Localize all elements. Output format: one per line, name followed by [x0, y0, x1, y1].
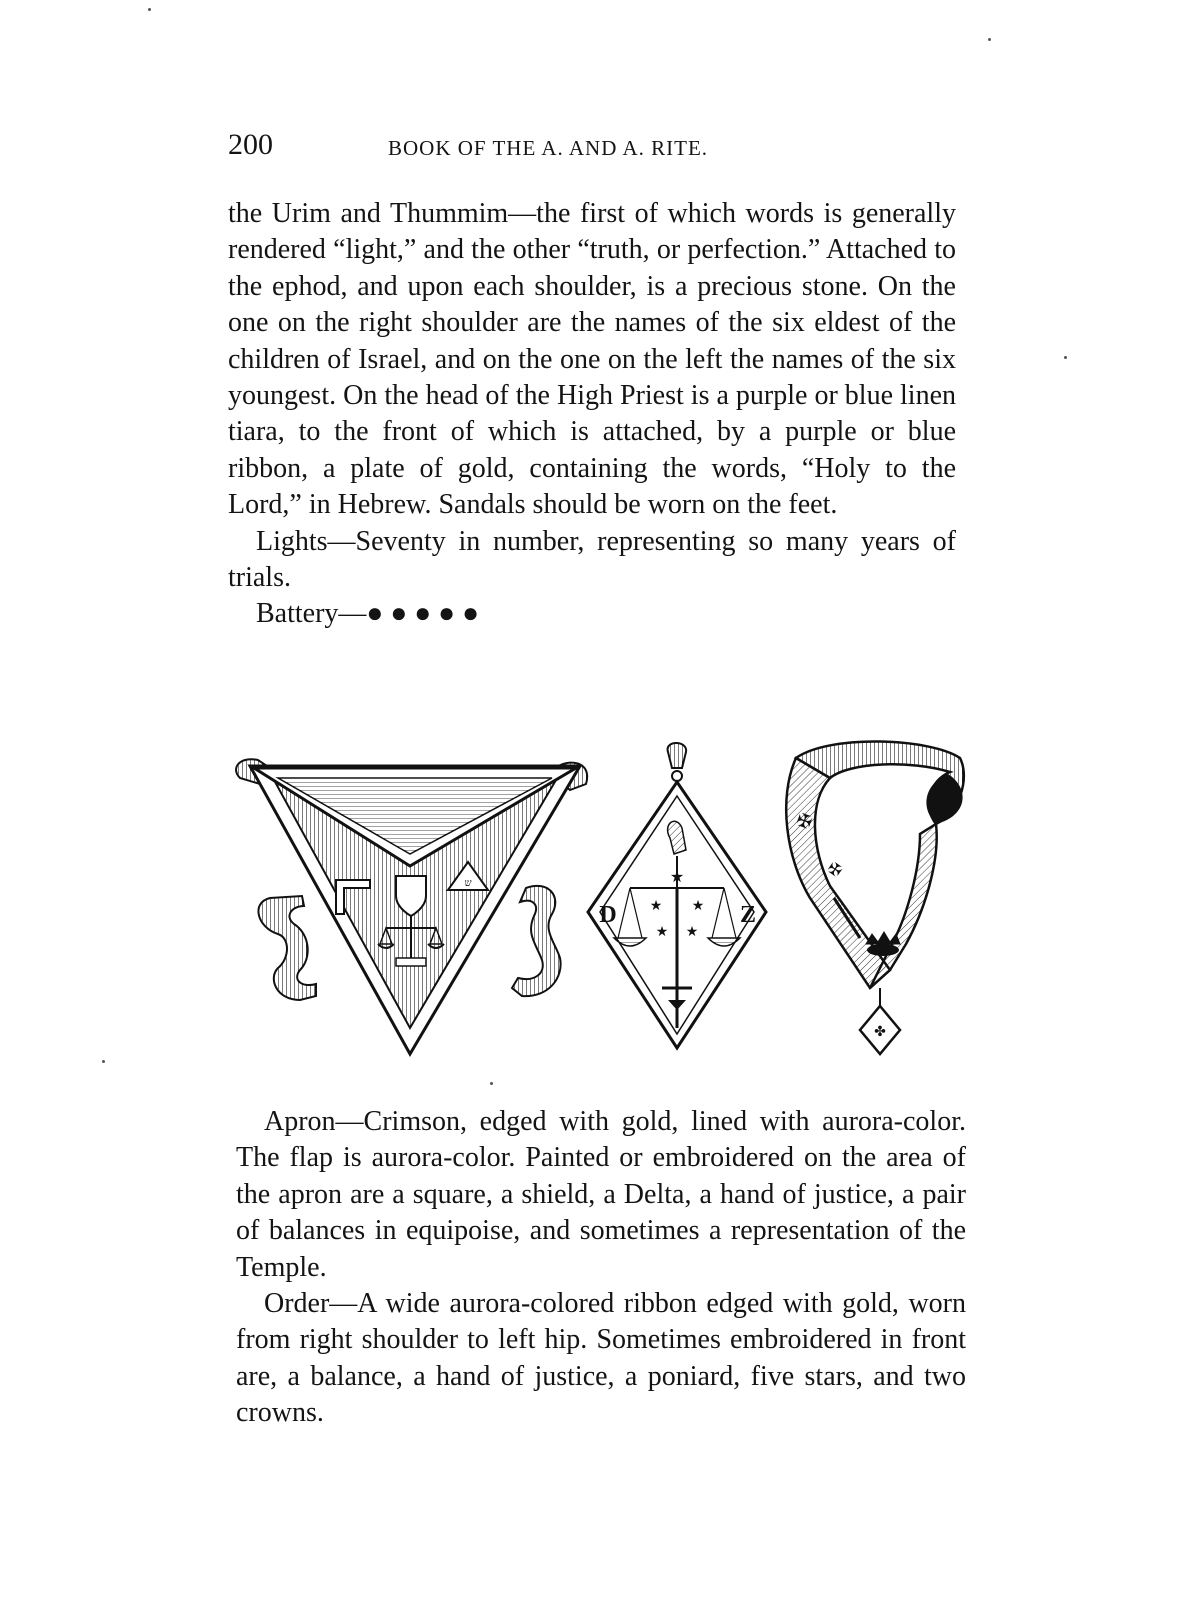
battery-dots: ● ● ● ● ● [366, 598, 479, 630]
svg-text:✠: ✠ [823, 858, 847, 881]
svg-text:★: ★ [685, 924, 699, 940]
paragraph-lights: Lights—Seventy in number, representing so many years of trials. [228, 525, 956, 594]
jewel-letter-left: D [599, 902, 617, 928]
svg-text:★: ★ [669, 867, 685, 886]
jewel-illustration [588, 743, 766, 1048]
page-number: 200 [228, 128, 273, 161]
regalia-illustration [230, 738, 970, 1078]
jewel-letter-right: Z [739, 902, 757, 928]
text-block-bottom [236, 1104, 966, 1432]
svg-text:ש: ש [464, 878, 472, 889]
paper-speck [988, 38, 991, 41]
running-head-title: BOOK OF THE A. AND A. RITE. [388, 136, 709, 160]
order-ribbon-illustration [786, 741, 964, 1054]
apron-illustration [236, 759, 587, 1054]
paragraph-apron: Apron—Crimson, edged with gold, lined with aurora-color. The flap is aurora-color. Painted or embroidered on the area of the apron are a square, a shield, a Delta, a hand of justice, a pair of balances in equipoise, and sometimes a representation of the Temple. [236, 1106, 966, 1283]
text-block-top [228, 196, 956, 633]
paper-speck [490, 1082, 493, 1085]
running-head [228, 128, 788, 172]
svg-text:★: ★ [691, 898, 705, 914]
paragraph-battery [228, 596, 956, 632]
paper-speck [102, 1060, 105, 1063]
paper-speck [148, 8, 151, 11]
svg-text:★: ★ [655, 924, 669, 940]
svg-text:✠: ✠ [792, 810, 818, 832]
battery-label: Battery— [256, 598, 367, 630]
svg-text:★: ★ [649, 898, 663, 914]
paragraph-urim-thummim: the Urim and Thummim—the first of which words is generally rendered “light,” and the other “truth, or perfection.” Attached to the ephod, and upon each shoulder, is a precious stone. On the one on the right shoulder are the names of the six eldest of the children of Israel, and on the one on the left the names of the six youngest. On the head of the High Priest is a purple or blue linen tiara, to the front of which is attached, by a purple or blue ribbon, a plate of gold, containing the words, “Holy to the Lord,” in Hebrew. Sandals should be worn on the feet. [228, 198, 956, 521]
paragraph-order: Order—A wide aurora-colored ribbon edged with gold, worn from right shoulder to left hip. Sometimes embroidered in front are, a balance, a hand of justice, a poniard, five stars, and two crowns. [236, 1288, 966, 1429]
svg-text:✤: ✤ [874, 1024, 886, 1040]
paper-speck [1064, 356, 1067, 359]
